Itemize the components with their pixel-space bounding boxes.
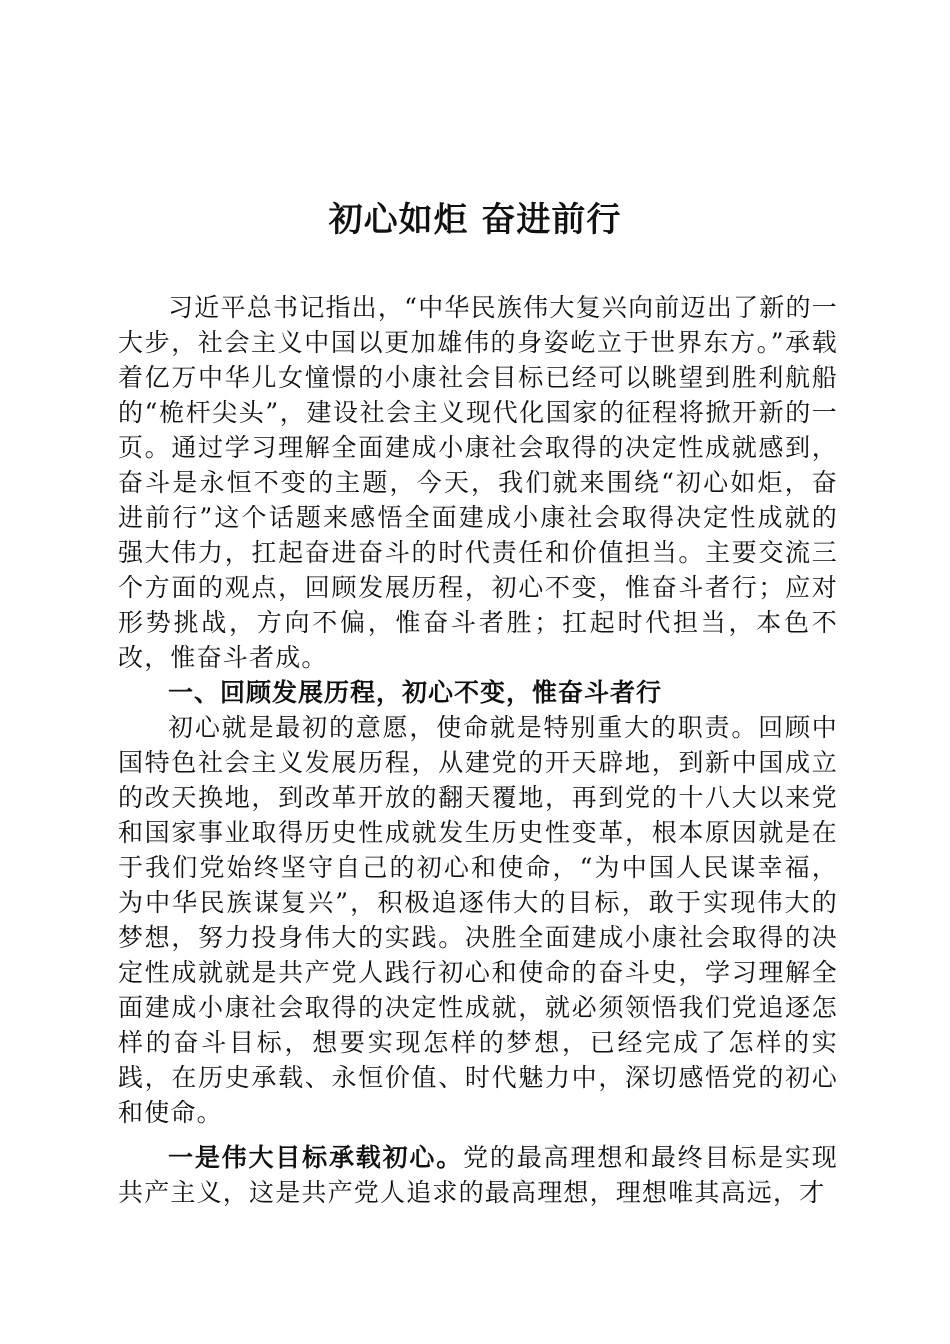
- point-1-lead: 一是伟大目标承载初心。: [168, 1143, 464, 1172]
- document-body: [118, 290, 838, 1210]
- intro-paragraph: 习近平总书记指出，“中华民族伟大复兴向前迈出了新的一大步，社会主义中国以更加雄伟的身姿屹立于世界东方。”承载着亿万中华儿女憧憬的小康社会目标已经可以眺望到胜利航船的“桅杆尖头”，建设社会主义现代化国家的征程将掀开新的一页。通过学习理解全面建成小康社会取得的决定性成就感到，奋斗是永恒不变的主题，今天，我们就来围绕“初心如炬，奋进前行”这个话题来感悟全面建成小康社会取得决定性成就的强大伟力，扛起奋进奋斗的时代责任和价值担当。主要交流三个方面的观点，回顾发展历程，初心不变，惟奋斗者行；应对形势挑战，方向不偏，惟奋斗者胜；扛起时代担当，本色不改，惟奋斗者成。: [118, 293, 838, 672]
- document-title: 初心如炬 奋进前行: [328, 200, 622, 240]
- section-1-paragraph: 初心就是最初的意愿，使命就是特别重大的职责。回顾中国特色社会主义发展历程，从建党的开天辟地，到新中国成立的改天换地，到改革开放的翻天覆地，再到党的十八大以来党和国家事业取得历史性成就发生历史性变革，根本原因就是在于我们党始终坚守自己的初心和使命，“为中国人民谋幸福，为中华民族谋复兴”，积极追逐伟大的目标，敢于实现伟大的梦想，努力投身伟大的实践。决胜全面建成小康社会取得的决定性成就就是共产党人践行初心和使命的奋斗史，学习理解全面建成小康社会取得的决定性成就，就必须领悟我们党追逐怎样的奋斗目标，想要实现怎样的梦想，已经完成了怎样的实践，在历史承载、永恒价值、时代魅力中，深切感悟党的初心和使命。: [118, 713, 838, 1127]
- point-1-body: 党的最高理想和最终目标是实现共产主义，这是共产党人追求的最高理想，理想唯其高远，才: [118, 1143, 838, 1207]
- section-heading-1: 一、回顾发展历程，初心不变，惟奋斗者行: [168, 678, 663, 707]
- point-1-paragraph: [118, 1140, 838, 1210]
